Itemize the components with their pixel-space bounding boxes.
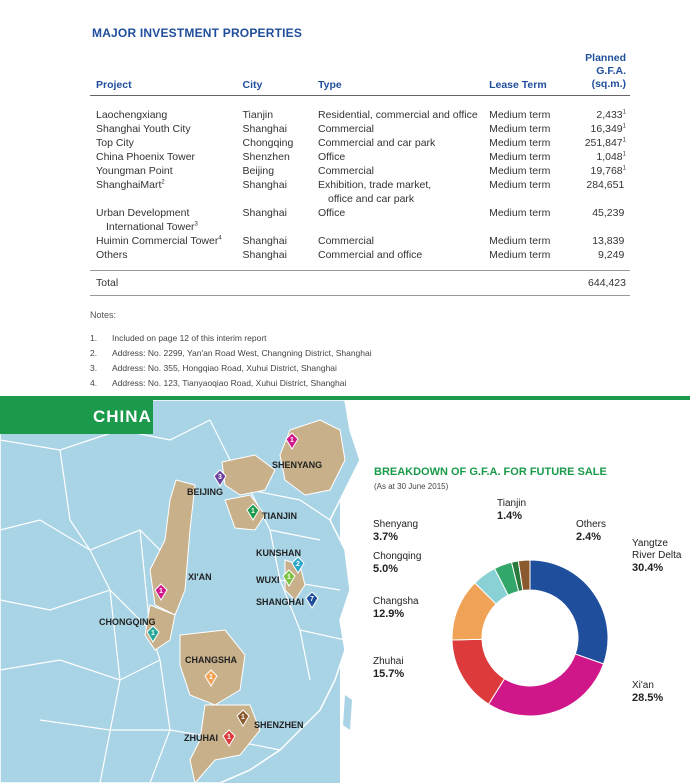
city-label: CHONGQING	[99, 617, 156, 627]
cell-gfa: 13,839	[592, 235, 625, 247]
cell-city: Shenzhen	[242, 151, 290, 163]
cell-project: Huimin Commercial Tower$^4$	[96, 235, 222, 247]
marker-count: 1	[290, 437, 294, 444]
table-row	[90, 234, 630, 248]
cell-project: Youngman Point	[96, 165, 173, 177]
table-row	[90, 136, 630, 150]
cell-project: Urban Development International Tower$^3$	[96, 207, 198, 233]
cell-type: Office	[317, 207, 346, 219]
cell-city: Shanghai	[242, 249, 287, 261]
city-label: KUNSHAN	[256, 548, 301, 558]
investment-table	[90, 52, 630, 296]
marker-count: 3	[218, 474, 222, 481]
marker-count: 1	[159, 588, 163, 595]
table-row	[90, 206, 630, 234]
cell-gfa: 1,048$^1$	[596, 151, 626, 163]
marker-count: 1	[241, 714, 245, 721]
cell-city: Shanghai	[242, 123, 287, 135]
breakdown-subtitle: (As at 30 June 2015)	[374, 482, 449, 491]
marker-count: 2	[296, 561, 300, 568]
cell-gfa: 16,349$^1$	[590, 123, 626, 135]
cell-project: China Phoenix Tower	[96, 151, 196, 163]
donut-label: Others 2.4%	[576, 519, 607, 543]
region-label: CHINA	[0, 400, 153, 434]
marker-count: 7	[310, 596, 314, 603]
gfa-donut-chart	[440, 548, 620, 728]
total-row	[90, 271, 630, 296]
donut-label: Tianjin 1.4%	[497, 498, 527, 522]
marker-count: 1	[151, 630, 155, 637]
marker-count: 1	[227, 734, 231, 741]
note-item: 4. Address: No. 123, Tianyaoqiao Road, Xuhui District, Shanghai	[90, 378, 347, 388]
note-item: 1. Included on page 12 of this interim report	[90, 333, 267, 343]
table-row	[90, 108, 630, 122]
cell-project: Laochengxiang	[96, 109, 168, 121]
cell-city: Shanghai	[242, 207, 287, 219]
donut-label: Zhuhai 15.7%	[373, 656, 405, 680]
total-label: Total	[90, 271, 560, 296]
cell-lease: Medium term	[489, 109, 551, 121]
section-title: MAJOR INVESTMENT PROPERTIES	[92, 26, 303, 40]
cell-type: Commercial and car park	[317, 137, 436, 149]
city-label: WUXI	[256, 575, 280, 585]
city-label: SHENYANG	[272, 460, 323, 470]
donut-slice	[489, 654, 604, 716]
marker-count: 1	[287, 574, 291, 581]
cell-lease: Medium term	[489, 151, 551, 163]
cell-type: Office	[317, 151, 346, 163]
notes-heading: Notes:	[90, 310, 117, 320]
city-label: SHENZHEN	[254, 720, 304, 730]
table-row	[90, 122, 630, 136]
col-lease: Lease Term	[483, 52, 559, 96]
city-label: TIANJIN	[262, 511, 298, 521]
cell-lease: Medium term	[489, 207, 551, 219]
donut-slice	[530, 560, 608, 664]
cell-gfa: 284,651	[586, 179, 625, 191]
cell-type: Commercial and office	[317, 249, 423, 261]
cell-gfa: 9,249	[598, 249, 625, 261]
cell-city: Shanghai	[242, 235, 287, 247]
note-item: 3. Address: No. 355, Hongqiao Road, Xuhui District, Shanghai	[90, 363, 337, 373]
cell-type: Commercial	[317, 235, 374, 247]
cell-gfa: 45,239	[592, 207, 625, 219]
cell-lease: Medium term	[489, 249, 551, 261]
donut-label: Chongqing 5.0%	[373, 551, 422, 575]
col-type: Type	[312, 52, 483, 96]
cell-lease: Medium term	[489, 179, 551, 191]
cell-type: Residential, commercial and office	[317, 109, 478, 121]
cell-type: Exhibition, trade market, office and car park	[317, 179, 432, 205]
city-label: CHANGSHA	[185, 655, 238, 665]
cell-project: Shanghai Youth City	[96, 123, 191, 135]
cell-type: Commercial	[317, 123, 374, 135]
table-row	[90, 248, 630, 262]
cell-type: Commercial	[317, 165, 374, 177]
city-label: SHANGHAI	[256, 597, 305, 607]
marker-count: 1	[209, 674, 213, 681]
col-city: City	[237, 52, 312, 96]
col-gfa: Planned G.F.A. (sq.m.)	[560, 52, 630, 96]
cell-city: Beijing	[242, 165, 275, 177]
donut-label: Changsha 12.9%	[373, 596, 419, 620]
cell-project: Top City	[96, 137, 134, 149]
cell-city: Shanghai	[242, 179, 287, 191]
breakdown-title: BREAKDOWN OF G.F.A. FOR FUTURE SALE	[374, 466, 607, 478]
cell-gfa: 2,433$^1$	[596, 109, 626, 121]
marker-count: 1	[251, 508, 255, 515]
cell-city: Chongqing	[242, 137, 294, 149]
col-project: Project	[90, 52, 237, 96]
cell-project: ShanghaiMart$^2$	[96, 179, 165, 191]
cell-project: Others	[96, 249, 128, 261]
cell-lease: Medium term	[489, 165, 551, 177]
city-label: XI'AN	[188, 572, 212, 582]
cell-gfa: 251,847$^1$	[584, 137, 626, 149]
cell-lease: Medium term	[489, 137, 551, 149]
table-row	[90, 178, 630, 206]
cell-gfa: 19,768$^1$	[590, 165, 626, 177]
donut-label: Shenyang 3.7%	[373, 519, 419, 543]
cell-lease: Medium term	[489, 235, 551, 247]
notes-list	[90, 331, 372, 391]
cell-city: Tianjin	[242, 109, 274, 121]
table-row	[90, 164, 630, 178]
total-value: 644,423	[560, 271, 630, 296]
donut-label: Yangtze River Delta 30.4%	[632, 538, 682, 574]
city-label: ZHUHAI	[184, 733, 218, 743]
donut-label: Xi'an 28.5%	[632, 680, 664, 704]
table-row	[90, 150, 630, 164]
cell-lease: Medium term	[489, 123, 551, 135]
city-label: BEIJING	[187, 487, 224, 497]
note-item: 2. Address: No. 2299, Yan'an Road West, Changning District, Shanghai	[90, 348, 372, 358]
